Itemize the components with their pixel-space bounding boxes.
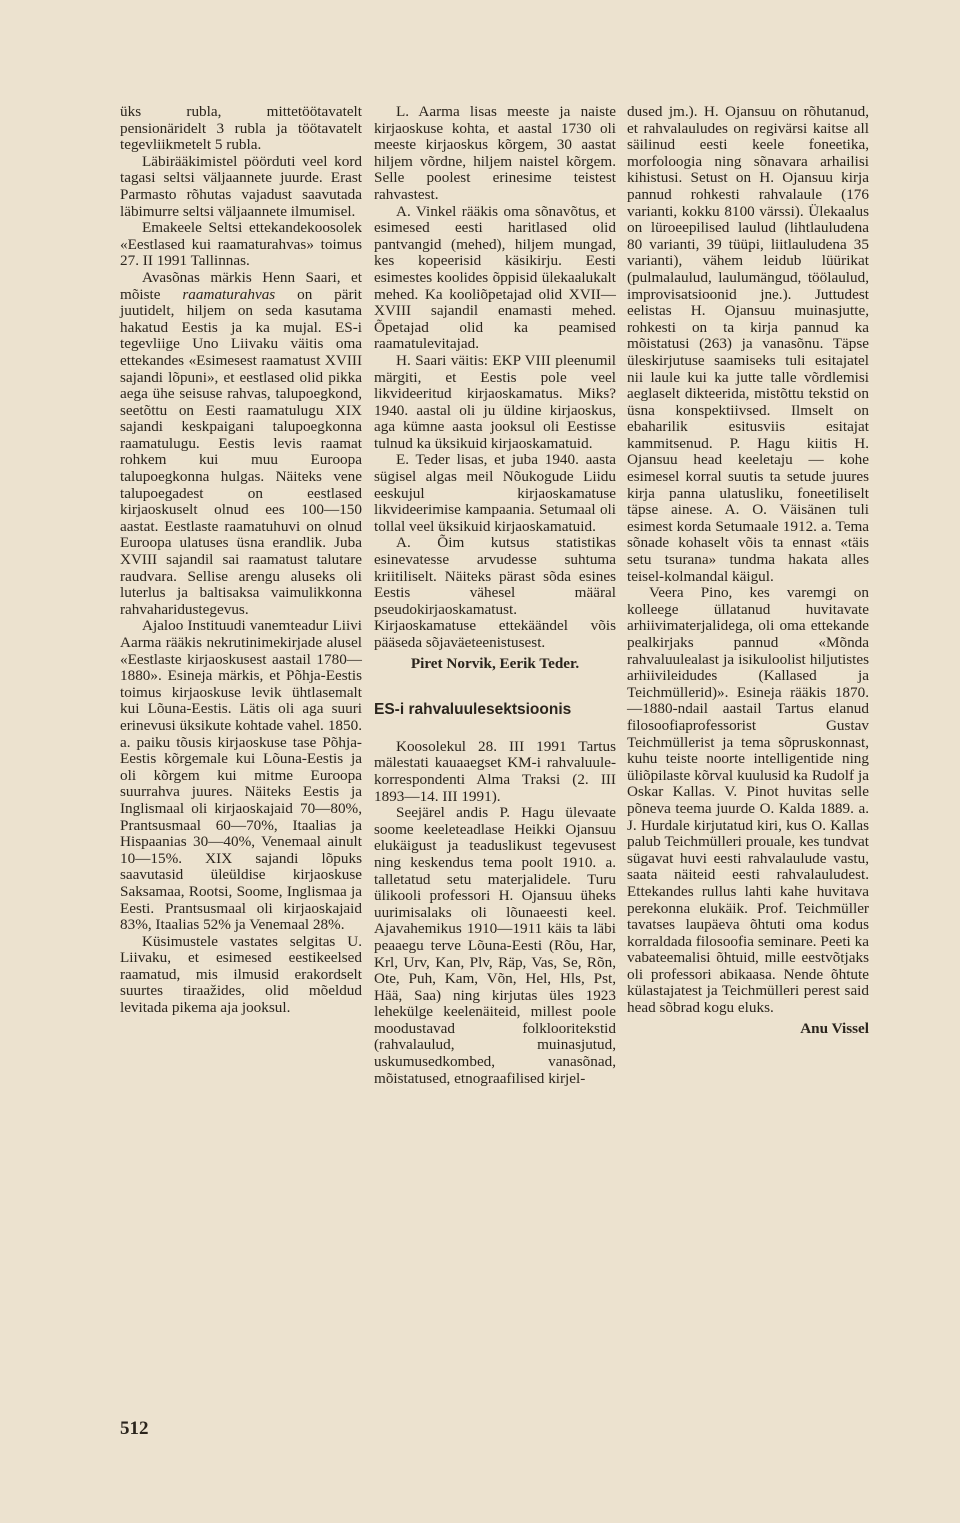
- author-signature: Anu Vissel: [800, 1019, 869, 1037]
- paragraph: üks rubla, mittetöötavatelt pensionäridelt 3 rubla ja töötavatelt tegevliikmetelt 5 rubla.: [120, 103, 362, 154]
- paragraph: E. Teder lisas, et juba 1940. aasta sügisel algas meil Nõukogude Liidu eeskujul kirjaoskamatuse likvideerimise kampaania. Setumaal oli tollal veel üksikuid kirjaoskamatuid.: [374, 451, 616, 535]
- paragraph-text: Avasõnas märkis Henn Saari, et mõiste: [120, 268, 362, 303]
- paragraph-text: on pärit juutidelt, hiljem on seda kasutama hakatud Eestis ja ka mujal. ES-i tegevliige Uno Liivaku väitis oma ettekandes «Esimesest raamatust XVIII sajandi lõpuni», et eestlased olid pikka aega ühe seisuse rahvas, talupoegkond, seetõttu on Eesti raamatulugu XIX sajandi keskpaigani talupoegkonna raamatulugu. Eestis levis raamat rohkem kui muu Euroopa talupoegkonna hulgas. Näiteks vene talupoegadest on eestlased kirjaoskuselt olnud ees 100—150 aastat. Eestlaste raamatuhuvi on olnud Euroopa ulatuses üsna erandlik. Juba XVIII sajandil sai raamatust talutare raudvara. Sellise arengu aluseks oli luterlus ja baltisaksa vaimulikkonna rahvaharidustegevus.: [120, 285, 362, 618]
- emphasized-term: raamaturahvas: [182, 285, 276, 303]
- section-heading: ES-i rahvaluulesektsioonis: [374, 701, 572, 719]
- column-right: [627, 104, 869, 1037]
- paragraph: A. Vinkel rääkis oma sõnavõtus, et esimesed eesti haritlased olid pantvangid (mehed), hiljem mungad, kes kopeerisid käsikirju. Eesti esimestes koolides õppisid ülekaalukalt mehed. Ka kooliõpetajad olid XVII—XVIII sajandil enamasti mehed. Õpetajad olid ka peamised raamatulevitajad.: [374, 202, 616, 353]
- column-left: [120, 104, 362, 1017]
- paragraph: Seejärel andis P. Hagu ülevaate soome keeleteadlase Heikki Ojansuu elukäigust ja teaduslikust tegevusest ning keskendus tema poolt 1910. a. talletatud setu materjalidele. Turu ülikooli professori H. Ojansuu üheks uurimisalaks oli lõunaeesti keel. Ajavahemikus 1910—1911 käis ta läbi peaaegu terve Lõuna-Eesti (Rõu, Har, Krl, Urv, Kan, Plv, Räp, Vas, Se, Rõn, Ote, Puh, Kam, Võn, Hel, Hls, Pst, Hää, Saa) ning kirjutas üles 1923 lehekülge keelenäiteid, millest poole moodustavad folklooritekstid (rahvalaulud, muinasjutud, uskumusedkombed, vanasõnad, mõistatused, etnograafilised kirjel-: [374, 804, 616, 1087]
- page-number: 512: [120, 1418, 149, 1439]
- paragraph: Ajaloo Instituudi vanemteadur Liivi Aarma rääkis nekrutinimekirjade alusel «Eestlaste kirjaoskusest aastail 1780—1880». Esineja märkis, et Põhja-Eestis toimus kirjaoskuse levik ühtlasemalt kui Lõuna-Eestis. Lätis oli aga suuri erinevusi üksikute kohtade vahel. 1850. a. paiku tõusis kirjaoskuse tase Põhja-Eestis kõrgemale kui Lõuna-Eestis ja oli kõrgem kui mitme Euroopa suurrahva juures. Näiteks Eestis ja Inglismaal oli kirjaoskajaid 70—80%, Prantsusmaal 60—70%, Itaalias ja Hispaanias 30—40%, Venemaal ainult 10—15%. XIX sajandi lõpuks saavutasid üleüldise kirjaoskuse Saksamaa, Rootsi, Soome, Inglismaa ja Eesti. Prantsusmaal oli kirjaoskajaid 83%, Itaalias 52% ja Venemaal 28%.: [120, 617, 362, 934]
- paragraph: Emakeele Seltsi ettekandekoosolek «Eestlased kui raamaturahvas» toimus 27. II 1991 Tallinnas.: [120, 219, 362, 270]
- paragraph: Läbirääkimistel pöörduti veel kord tagasi seltsi väljaannete juurde. Erast Parmasto rõhutas vajadust saavutada läbimurre seltsi väljaannete ilmumisel.: [120, 152, 362, 220]
- column-middle: [374, 104, 616, 1087]
- paragraph: H. Saari väitis: EKP VIII pleenumil märgiti, et Eestis pole veel likvideeritud kirjaoskamatus. Miks? 1940. aastal oli ju üldine kirjaoskus, aga kümne aasta jooksul oli Eestisse tulnud ka üksikuid kirjaoskamatuid.: [374, 351, 616, 452]
- paragraph: Veera Pino, kes varemgi on kolleege üllatanud huvitavate arhiivimaterjalidega, oli oma ettekande pealkirjaks pannud «Mõnda rahvaluulealast ja isikuloolist hiljutistes arhiivileidudes (Kallased ja Teichmüllerid)». Esineja rääkis 1870.—1880-ndail aastail Tartus elanud filosoofiaprofessorist Gustav Teichmüllerist ja tema sõpruskonnast, kuhu teiste noorte intelligentide ning üliõpilaste kõrval kuulusid ka Rudolf ja Oskar Kallas. V. Pinot huvitas selle põneva teema juurde O. Kalda 1889. a. J. Hurdale kirjutatud kiri, kus O. Kallas palub Teichmülleri prouale, kes tundvat sügavat huvi eesti rahvalaulude vastu, saata näiteid eesti rahvalauludest. Ettekandes rullus lahti kahe huvitava perekonna elukäik. Prof. Teichmüller tavatses laupäeva õhtuti oma kodus korraldada filosoofia seminare. Peeti ka vabateemalisi õhtuid, mille eestvõtjaks oli professori abikaasa. Nende õhtute külastajatest ja Teichmülleri perest said head sõbrad kogu eluks.: [627, 584, 869, 1017]
- paragraph: [120, 270, 362, 618]
- paragraph: dused jm.). H. Ojansuu on rõhutanud, et rahvalauludes on regivärsi kaitse all säilinud eesti keele foneetika, morfoloogia ning sõnavara arhailisi kihistusi. Setust on H. Ojansuu kirja pannud rohkesti rahvalaule (176 varianti, kokku 8100 värssi). Ülekaalus on lüroeepilised laulud (lihtlauludena 80 varianti, 39 tüüpi, liitlauludena 35 varianti), vähem leidub lüürikat (pulmalaulud, laulumängud, töölaulud, improvisatsioonid jne.). Juttudest eelistas H. Ojansuu muinasjutte, rohkesti on ta kirja pannud ka mõistatusi (263) ja vanasõnu. Täpse üleskirjutuse saamiseks tuli esitajatel nii laule kui ka jutte talle võrdlemisi aeglaselt dikteerida, mistõttu tekstid on üsna konspektiivsed. Ilmselt on ebaharilik esitusviis esitajat kammitsenud. P. Hagu kiitis H. Ojansuu head keeletaju — kohe esimesel korral suutis ta setude juures kirja panna ulatusliku, foneetiliselt täpse ainese. A. O. Väisänen tuli esimest korda Setumaale 1912. a. Tema sõnade kohaselt võis ta ennast «täis setu tsurana» tundma hakata alles teisel-kolmandal käigul.: [627, 103, 869, 585]
- paragraph: Küsimustele vastates selgitas U. Liivaku, et esimesed eestikeelsed raamatud, mis ilmusid erakordselt suurtes tiraažides, olid mõeldud levitada pikema aja jooksul.: [120, 932, 362, 1017]
- paragraph: Koosolekul 28. III 1991 Tartus mälestati kauaaegset KM-i rahvaluule-korrespondenti Alma Traksi (2. III 1893—14. III 1991).: [374, 737, 616, 805]
- paragraph: L. Aarma lisas meeste ja naiste kirjaoskuse kohta, et aastal 1730 oli meeste kirjaoskus kõrgem, 30 aastat hiljem võrdne, hiljem naistel kõrgem. Selle poolest erinesime teistest rahvastest.: [374, 103, 616, 203]
- author-signature: Piret Norvik, Eerik Teder.: [410, 654, 580, 672]
- paragraph: A. Õim kutsus statistikas esinevatesse arvudesse suhtuma kriitiliselt. Näiteks pärast sõda esines Eestis vähesel määral pseudokirjaoskamatust. Kirjaoskamatuse ettekäändel võis pääseda sõjaväeteenistusest.: [374, 534, 616, 651]
